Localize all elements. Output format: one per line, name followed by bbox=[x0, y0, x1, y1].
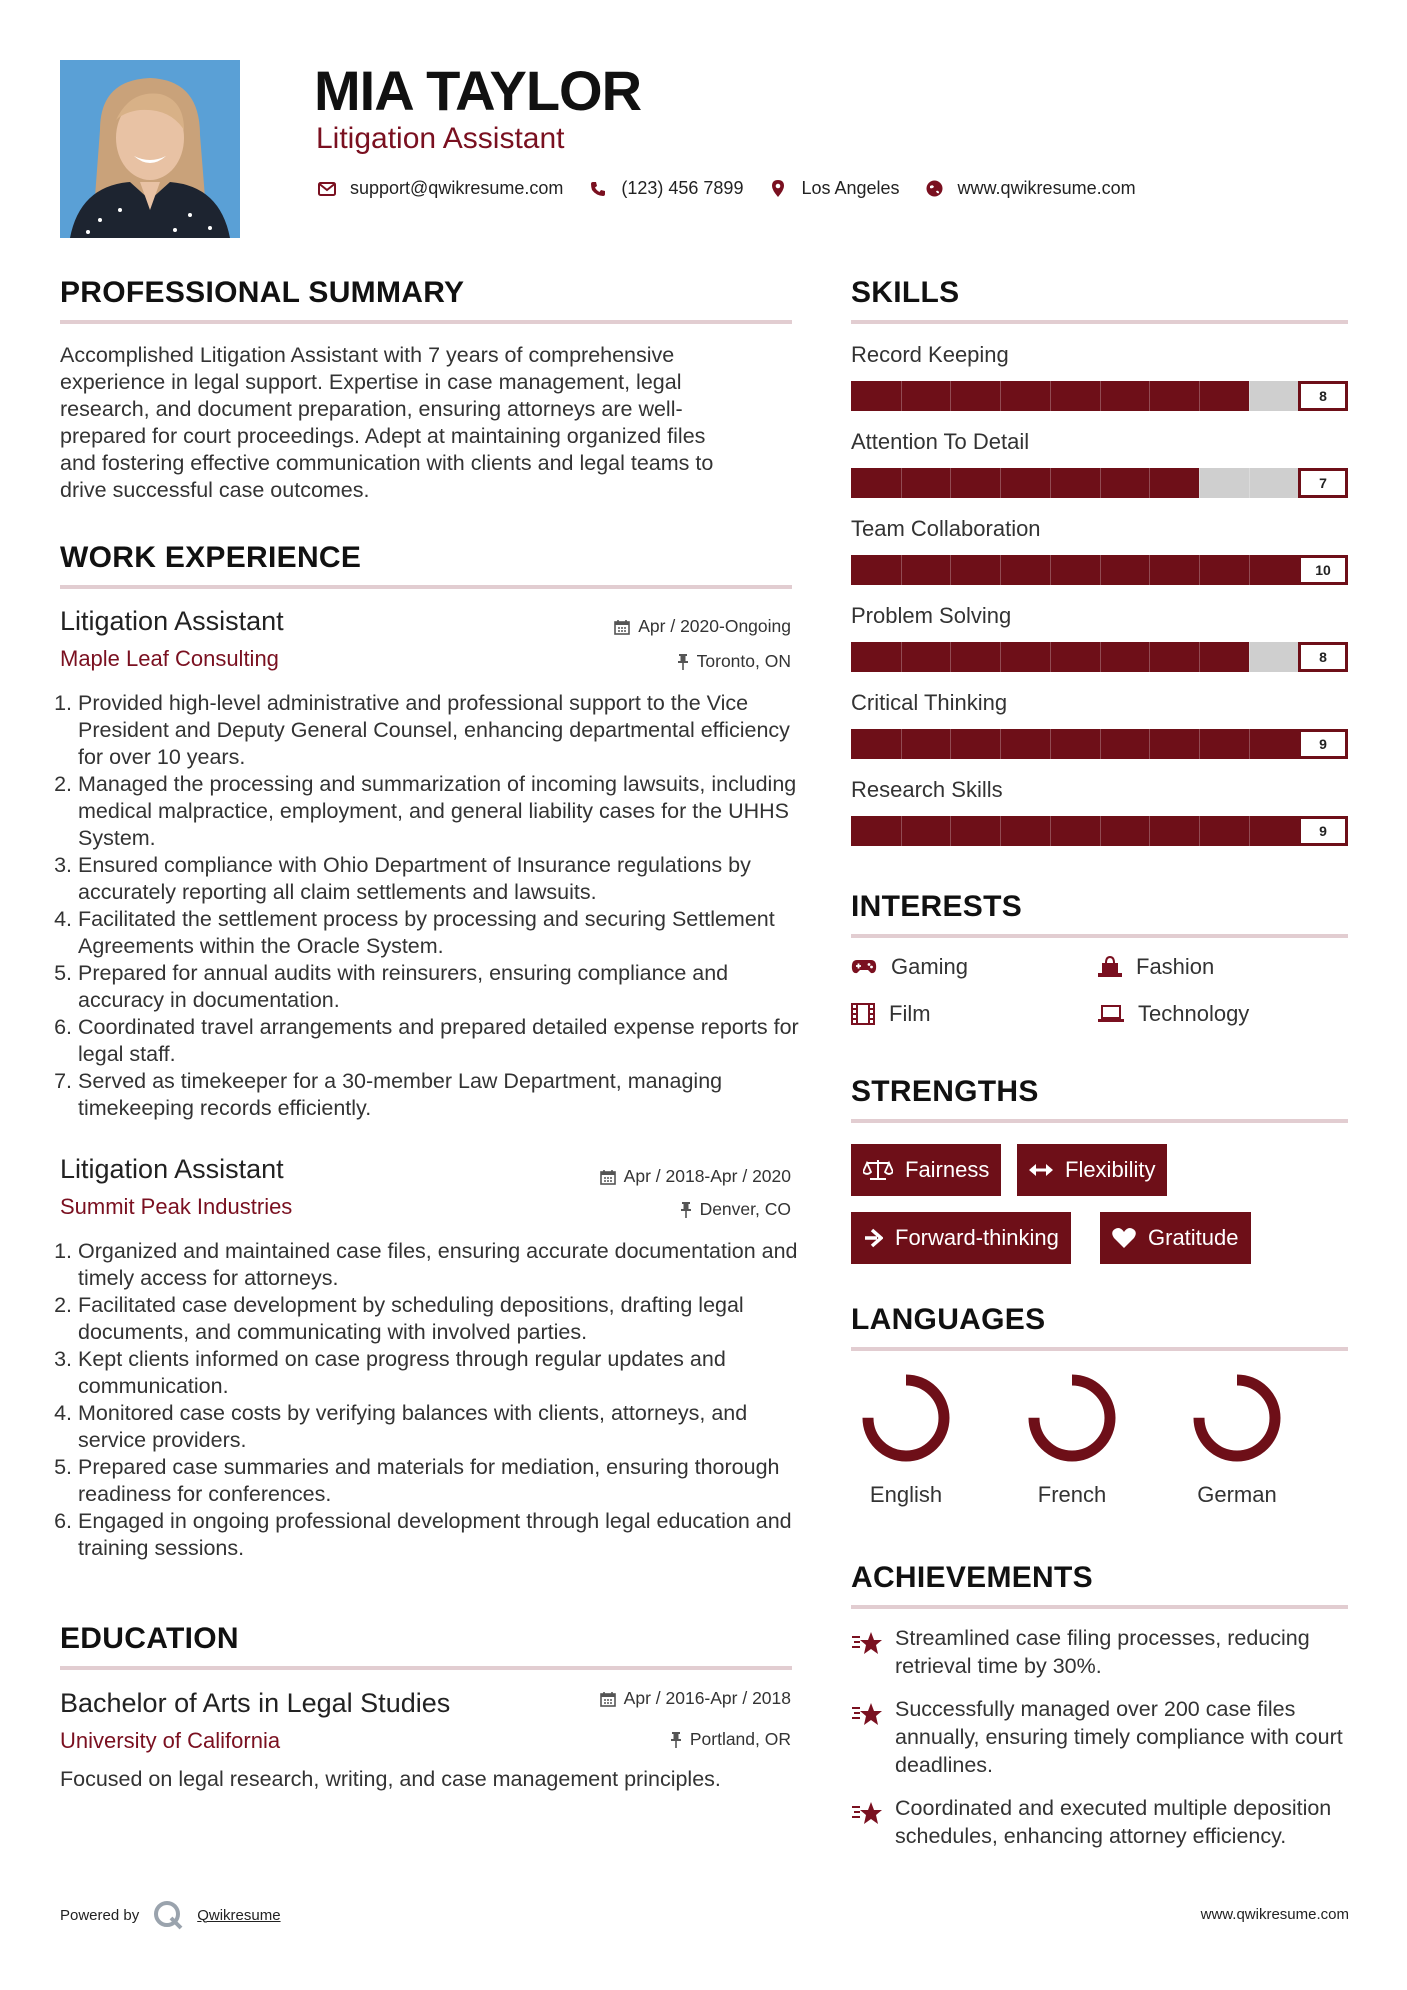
skill-bar-segment bbox=[1100, 642, 1101, 672]
strength-label: Fairness bbox=[905, 1157, 990, 1182]
skill-bar bbox=[851, 555, 1348, 585]
star-icon bbox=[851, 1695, 895, 1779]
education-heading: EDUCATION bbox=[60, 1622, 239, 1655]
list-item: 6. Coordinated travel arrangements and prepared detailed expense reports for legal staff. bbox=[78, 1014, 802, 1068]
language-ring-arc bbox=[1034, 1380, 1110, 1456]
skill-bar-segment bbox=[1199, 642, 1200, 672]
pin-icon bbox=[680, 1202, 692, 1218]
skill-label: Critical Thinking bbox=[851, 690, 1008, 715]
list-item: 4. Facilitated the settlement process by processing and securing Settlement Agreements within the Oracle System. bbox=[78, 906, 802, 960]
skill-bar-segment bbox=[1249, 642, 1250, 672]
languages-heading: LANGUAGES bbox=[851, 1303, 1046, 1336]
skill-bar bbox=[851, 381, 1348, 411]
skill-bar-segment bbox=[1149, 816, 1150, 846]
skill-label: Attention To Detail bbox=[851, 429, 1030, 454]
skill-bar bbox=[851, 642, 1348, 672]
language-item bbox=[846, 1362, 966, 1508]
language-ring bbox=[1012, 1362, 1132, 1472]
summary-heading: PROFESSIONAL SUMMARY bbox=[60, 276, 465, 309]
skill-score: 8 bbox=[1298, 381, 1348, 411]
contact-email-text: support@qwikresume.com bbox=[350, 178, 564, 198]
skill-bar-segment bbox=[1149, 729, 1150, 759]
shopping-bag-icon bbox=[1098, 956, 1122, 978]
job-location-text: Toronto, ON bbox=[696, 651, 791, 671]
summary-text bbox=[60, 342, 800, 504]
language-name: English bbox=[869, 1482, 943, 1507]
job-company: Maple Leaf Consulting bbox=[60, 646, 279, 671]
interest-item bbox=[851, 954, 968, 980]
skills-heading: SKILLS bbox=[851, 276, 960, 309]
contact-location-text: Los Angeles bbox=[801, 178, 900, 198]
pin-icon bbox=[677, 654, 689, 670]
achievement-item bbox=[851, 1624, 1351, 1680]
interest-item bbox=[1098, 1001, 1249, 1027]
skill-bar bbox=[851, 468, 1348, 498]
skill-bar-segment bbox=[1100, 729, 1101, 759]
list-item: 1. Provided high-level administrative and professional support to the Vice President and Deputy General Counsel, enhancing departmental efficiency for over 10 years. bbox=[78, 690, 802, 771]
skill-bar-segment bbox=[1199, 555, 1200, 585]
achievements-divider bbox=[851, 1605, 1348, 1609]
list-item: 6. Engaged in ongoing professional development through legal education and training sessions. bbox=[78, 1508, 802, 1562]
arrow-right-icon bbox=[863, 1228, 883, 1248]
interest-label: Gaming bbox=[891, 954, 969, 979]
summary-line: Accomplished Litigation Assistant with 7 years of comprehensive bbox=[60, 343, 675, 367]
calendar-icon bbox=[614, 619, 630, 635]
skill-bar-segment bbox=[901, 555, 902, 585]
footer-powered bbox=[60, 1900, 281, 1930]
skill-bar-segment bbox=[1050, 816, 1051, 846]
skill-bar-fill bbox=[851, 816, 1298, 846]
phone-icon bbox=[587, 181, 609, 197]
summary-line: research, and document preparation, ensuring attorneys are well- bbox=[60, 397, 683, 421]
language-item bbox=[1177, 1362, 1297, 1508]
achievement-item bbox=[851, 1794, 1351, 1850]
summary-divider bbox=[60, 320, 792, 324]
map-pin-icon bbox=[767, 180, 789, 197]
job-location bbox=[677, 651, 791, 672]
skill-bar-segment bbox=[1100, 381, 1101, 411]
strengths-heading: STRENGTHS bbox=[851, 1075, 1039, 1108]
achievement-text: Coordinated and executed multiple deposition schedules, enhancing attorney efficiency. bbox=[895, 1796, 1332, 1848]
strength-label: Gratitude bbox=[1148, 1225, 1239, 1250]
education-description: Focused on legal research, writing, and case management principles. bbox=[60, 1767, 721, 1791]
job-location bbox=[680, 1199, 791, 1220]
skill-bar-segment bbox=[950, 555, 951, 585]
skill-bar-segment bbox=[1199, 381, 1200, 411]
skill-bar-segment bbox=[901, 816, 902, 846]
list-item: 5. Prepared case summaries and materials for mediation, ensuring thorough readiness for conferences. bbox=[78, 1454, 802, 1508]
list-item: 2. Facilitated case development by scheduling depositions, drafting legal documents, and communicating with involved parties. bbox=[78, 1292, 802, 1346]
achievement-text: Streamlined case filing processes, reducing retrieval time by 30%. bbox=[895, 1626, 1310, 1678]
skill-bar-segment bbox=[1249, 468, 1250, 498]
laptop-icon bbox=[1098, 1005, 1124, 1023]
skill-bar-segment bbox=[1050, 381, 1051, 411]
skill-bar-segment bbox=[1249, 555, 1250, 585]
candidate-role: Litigation Assistant bbox=[316, 122, 565, 155]
skill-label: Research Skills bbox=[851, 777, 1003, 802]
language-name: German bbox=[1197, 1482, 1277, 1507]
language-name: French bbox=[1037, 1482, 1107, 1507]
interest-item bbox=[1098, 954, 1214, 980]
contact-phone-text: (123) 456 7899 bbox=[621, 178, 744, 198]
strengths-divider bbox=[851, 1119, 1348, 1123]
contact-location bbox=[767, 178, 899, 199]
job-title: Litigation Assistant bbox=[60, 1154, 284, 1184]
skill-bar-segment bbox=[901, 729, 902, 759]
qwikresume-logo-icon bbox=[153, 1900, 183, 1930]
degree-title: Bachelor of Arts in Legal Studies bbox=[60, 1688, 451, 1718]
list-item: 3. Ensured compliance with Ohio Department of Insurance regulations by accurately reporting all claim settlements and lawsuits. bbox=[78, 852, 802, 906]
skill-bar-segment bbox=[1000, 381, 1001, 411]
interest-label: Fashion bbox=[1136, 954, 1215, 979]
skill-bar-segment bbox=[1000, 642, 1001, 672]
summary-line: and fostering effective communication with clients and legal teams to bbox=[60, 451, 714, 475]
balance-scale-icon bbox=[863, 1158, 893, 1182]
interests-heading: INTERESTS bbox=[851, 890, 1023, 923]
list-item: 5. Prepared for annual audits with reinsurers, ensuring compliance and accuracy in documentation. bbox=[78, 960, 802, 1014]
heart-icon bbox=[1112, 1227, 1136, 1249]
language-ring-arc bbox=[868, 1380, 944, 1456]
skill-bar-segment bbox=[950, 729, 951, 759]
languages-divider bbox=[851, 1347, 1348, 1351]
achievement-text: Successfully managed over 200 case files annually, ensuring timely compliance with court deadlines. bbox=[895, 1697, 1343, 1777]
skill-bar-segment bbox=[1100, 468, 1101, 498]
candidate-name: MIA TAYLOR bbox=[314, 59, 642, 122]
skill-bar-segment bbox=[1000, 555, 1001, 585]
work-divider bbox=[60, 585, 792, 589]
interest-item bbox=[851, 1001, 931, 1027]
education-dates bbox=[600, 1688, 791, 1709]
job-location-text: Denver, CO bbox=[699, 1199, 791, 1219]
list-item: 3. Kept clients informed on case progress through regular updates and communication. bbox=[78, 1346, 802, 1400]
skill-bar-segment bbox=[901, 642, 902, 672]
skill-label: Problem Solving bbox=[851, 603, 1012, 628]
interests-divider bbox=[851, 934, 1348, 938]
skill-bar-segment bbox=[1249, 816, 1250, 846]
skill-score: 10 bbox=[1298, 555, 1348, 585]
skill-score: 7 bbox=[1298, 468, 1348, 498]
summary-line: prepared for court proceedings. Adept at maintaining organized files bbox=[60, 424, 706, 448]
work-heading: WORK EXPERIENCE bbox=[60, 541, 362, 574]
skill-bar-segment bbox=[1000, 729, 1001, 759]
language-item bbox=[1012, 1362, 1132, 1508]
envelope-icon bbox=[316, 182, 338, 196]
brand-link[interactable]: Qwikresume bbox=[197, 1906, 281, 1924]
skills-divider bbox=[851, 320, 1348, 324]
skill-bar-segment bbox=[1050, 555, 1051, 585]
contact-website-text: www.qwikresume.com bbox=[957, 178, 1136, 198]
footer-website[interactable]: www.qwikresume.com bbox=[1200, 1906, 1349, 1923]
powered-by-text: Powered by bbox=[60, 1906, 140, 1924]
skill-label: Record Keeping bbox=[851, 342, 1009, 367]
star-icon bbox=[851, 1794, 895, 1850]
strength-tag bbox=[1100, 1212, 1251, 1264]
contact-email[interactable] bbox=[316, 178, 563, 199]
language-ring-arc bbox=[1199, 1380, 1275, 1456]
pin-icon bbox=[670, 1732, 682, 1748]
profile-photo bbox=[60, 60, 240, 238]
skill-bar-segment bbox=[1199, 729, 1200, 759]
job-dates-text: Apr / 2018-Apr / 2020 bbox=[623, 1166, 791, 1186]
skill-score: 9 bbox=[1298, 816, 1348, 846]
skill-bar-fill bbox=[851, 468, 1199, 498]
strength-tag bbox=[851, 1212, 1071, 1264]
skill-bar-segment bbox=[901, 381, 902, 411]
job-company: Summit Peak Industries bbox=[60, 1194, 293, 1219]
skill-score: 9 bbox=[1298, 729, 1348, 759]
strength-tag bbox=[1017, 1144, 1167, 1196]
skill-bar-segment bbox=[1050, 642, 1051, 672]
skill-bar-segment bbox=[1000, 468, 1001, 498]
skill-bar-segment bbox=[1050, 729, 1051, 759]
list-item: 1. Organized and maintained case files, ensuring accurate documentation and timely access for attorneys. bbox=[78, 1238, 802, 1292]
school-name: University of California bbox=[60, 1728, 281, 1753]
summary-line: experience in legal support. Expertise in case management, legal bbox=[60, 370, 682, 394]
list-item: 2. Managed the processing and summarization of incoming lawsuits, including medical malpractice, employment, and general liability cases for the UHHS System. bbox=[78, 771, 802, 852]
skill-bar-segment bbox=[950, 642, 951, 672]
skill-bar-segment bbox=[1149, 642, 1150, 672]
star-icon bbox=[851, 1624, 895, 1680]
skill-bar-segment bbox=[950, 381, 951, 411]
interest-label: Technology bbox=[1138, 1001, 1250, 1026]
calendar-icon bbox=[600, 1691, 616, 1707]
job-dates bbox=[600, 1166, 791, 1187]
skill-bar-segment bbox=[1249, 381, 1250, 411]
skill-bar-segment bbox=[1149, 381, 1150, 411]
contact-website[interactable] bbox=[924, 178, 1136, 199]
contact-phone[interactable] bbox=[587, 178, 743, 199]
list-item: 4. Monitored case costs by verifying balances with clients, attorneys, and service providers. bbox=[78, 1400, 802, 1454]
strength-tag bbox=[851, 1144, 1001, 1196]
skill-score: 8 bbox=[1298, 642, 1348, 672]
language-ring bbox=[846, 1362, 966, 1472]
contact-bar bbox=[316, 178, 1160, 199]
skill-bar-segment bbox=[1149, 555, 1150, 585]
skill-bar-segment bbox=[950, 816, 951, 846]
strength-label: Flexibility bbox=[1065, 1157, 1156, 1182]
achievement-item bbox=[851, 1695, 1351, 1779]
education-location-text: Portland, OR bbox=[689, 1729, 791, 1749]
education-divider bbox=[60, 1666, 792, 1670]
skill-label: Team Collaboration bbox=[851, 516, 1041, 541]
summary-line: drive successful case outcomes. bbox=[60, 478, 370, 502]
globe-icon bbox=[924, 180, 946, 197]
skill-bar-segment bbox=[1199, 816, 1200, 846]
achievements-heading: ACHIEVEMENTS bbox=[851, 1561, 1093, 1594]
skill-bar-segment bbox=[1199, 468, 1200, 498]
job-duties-list bbox=[60, 690, 802, 1122]
job-dates-text: Apr / 2020-Ongoing bbox=[638, 616, 791, 636]
skill-bar-fill bbox=[851, 729, 1298, 759]
education-location bbox=[670, 1729, 791, 1750]
film-icon bbox=[851, 1003, 875, 1025]
job-title: Litigation Assistant bbox=[60, 606, 284, 636]
skill-bar bbox=[851, 729, 1348, 759]
list-item: 7. Served as timekeeper for a 30-member Law Department, managing timekeeping records efficiently. bbox=[78, 1068, 802, 1122]
gamepad-icon bbox=[851, 959, 877, 975]
skill-bar-segment bbox=[1100, 816, 1101, 846]
skill-bar-segment bbox=[1100, 555, 1101, 585]
job-duties-list bbox=[60, 1238, 802, 1562]
skill-bar-segment bbox=[901, 468, 902, 498]
skill-bar-segment bbox=[1050, 468, 1051, 498]
strength-label: Forward-thinking bbox=[895, 1225, 1059, 1250]
skill-bar-segment bbox=[1149, 468, 1150, 498]
education-dates-text: Apr / 2016-Apr / 2018 bbox=[623, 1688, 791, 1708]
skill-bar-segment bbox=[1000, 816, 1001, 846]
interest-label: Film bbox=[889, 1001, 931, 1026]
language-ring bbox=[1177, 1362, 1297, 1472]
skill-bar bbox=[851, 816, 1348, 846]
job-dates bbox=[614, 616, 791, 637]
skill-bar-segment bbox=[950, 468, 951, 498]
skill-bar-segment bbox=[1249, 729, 1250, 759]
arrows-horizontal-icon bbox=[1029, 1163, 1053, 1177]
calendar-icon bbox=[600, 1169, 616, 1185]
